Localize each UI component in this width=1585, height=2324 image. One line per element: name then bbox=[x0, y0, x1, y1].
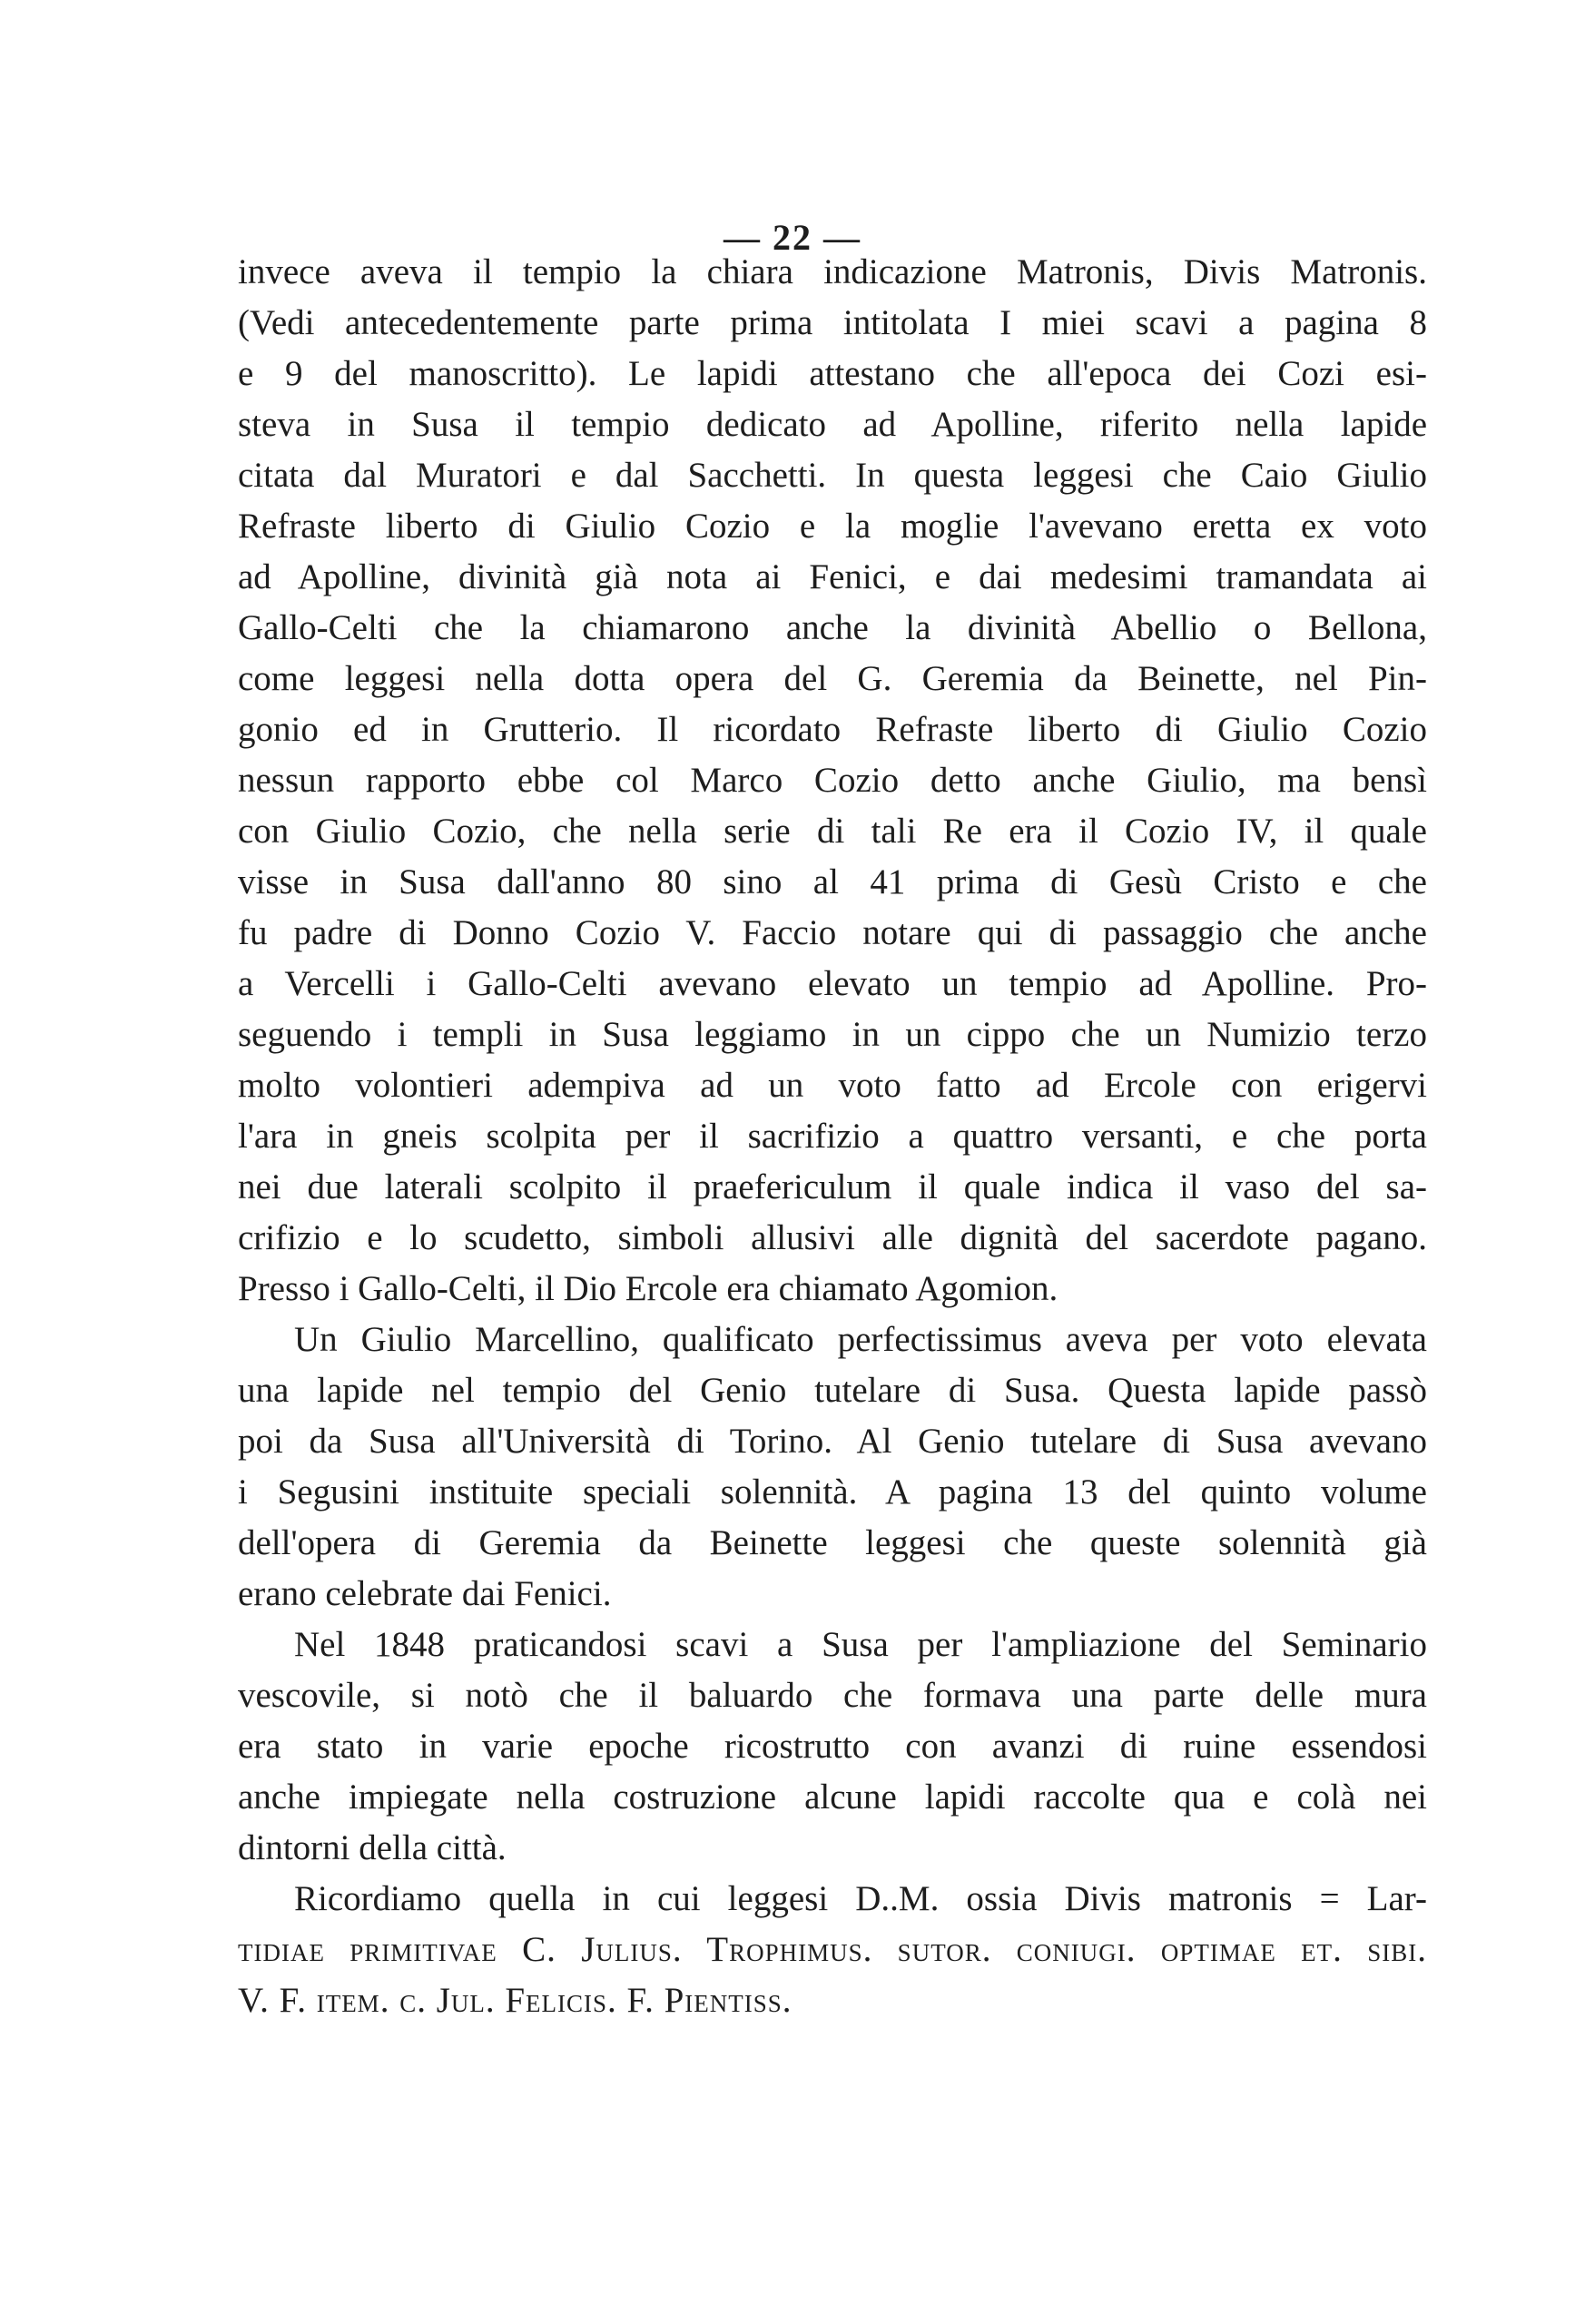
text-line: come leggesi nella dotta opera del G. Geremia da Beinette, nel Pin- bbox=[238, 659, 1427, 698]
text-line: con Giulio Cozio, che nella serie di tali Re era il Cozio IV, il quale bbox=[238, 812, 1427, 851]
text-line: Gallo-Celti che la chiamarono anche la divinità Abellio o Bellona, bbox=[238, 608, 1427, 647]
text-line: seguendo i templi in Susa leggiamo in un cippo che un Numizio terzo bbox=[238, 1015, 1427, 1054]
text-line: Refraste liberto di Giulio Cozio e la moglie l'avevano eretta ex voto bbox=[238, 507, 1427, 546]
text-line: fu padre di Donno Cozio V. Faccio notare qui di passaggio che anche bbox=[238, 913, 1427, 952]
text-line: era stato in varie epoche ricostrutto con avanzi di ruine essendosi bbox=[238, 1727, 1427, 1766]
text-line: Nel 1848 praticandosi scavi a Susa per l'ampliazione del Seminario bbox=[294, 1625, 1427, 1664]
text-line: invece aveva il tempio la chiara indicazione Matronis, Divis Matronis. bbox=[238, 252, 1427, 291]
text-line: i Segusini instituite speciali solennità. A pagina 13 del quinto volume bbox=[238, 1472, 1427, 1512]
text-line: a Vercelli i Gallo-Celti avevano elevato un tempio ad Apolline. Pro- bbox=[238, 964, 1427, 1003]
text-line: citata dal Muratori e dal Sacchetti. In questa leggesi che Caio Giulio bbox=[238, 456, 1427, 495]
text-line: erano celebrate dai Fenici. bbox=[238, 1574, 612, 1613]
text-line: nei due laterali scolpito il praefericulum il quale indica il vaso del sa- bbox=[238, 1167, 1427, 1206]
text-line: Un Giulio Marcellino, qualificato perfectissimus aveva per voto elevata bbox=[294, 1320, 1427, 1359]
text-line: nessun rapporto ebbe col Marco Cozio detto anche Giulio, ma bensì bbox=[238, 761, 1427, 800]
text-line: poi da Susa all'Università di Torino. Al Genio tutelare di Susa avevano bbox=[238, 1422, 1427, 1461]
text-line: crifizio e lo scudetto, simboli allusivi alle dignità del sacerdote pagano. bbox=[238, 1218, 1427, 1257]
text-line: e 9 del manoscritto). Le lapidi attestano che all'epoca dei Cozi esi- bbox=[238, 354, 1427, 393]
text-line: dintorni della città. bbox=[238, 1828, 507, 1867]
text-line: tidiae primitivae C. Julius. Trophimus. sutor. coniugi. optimae et. sibi. bbox=[238, 1930, 1427, 1969]
body-text bbox=[238, 247, 1427, 2026]
text-line: steva in Susa il tempio dedicato ad Apolline, riferito nella lapide bbox=[238, 405, 1427, 444]
text-line: V. F. item. c. Jul. Felicis. F. Pientiss. bbox=[238, 1981, 792, 2020]
text-line: vescovile, si notò che il baluardo che formava una parte delle mura bbox=[238, 1676, 1427, 1715]
text-line: dell'opera di Geremia da Beinette leggesi che queste solennità già bbox=[238, 1523, 1427, 1562]
text-line: (Vedi antecedentemente parte prima intitolata I miei scavi a pagina 8 bbox=[238, 303, 1427, 342]
page-number: — 22 — bbox=[724, 217, 861, 258]
text-line: l'ara in gneis scolpita per il sacrifizio a quattro versanti, e che porta bbox=[238, 1117, 1427, 1156]
text-line: ad Apolline, divinità già nota ai Fenici, e dai medesimi tramandata ai bbox=[238, 557, 1427, 596]
text-line: Presso i Gallo-Celti, il Dio Ercole era chiamato Agomion. bbox=[238, 1269, 1058, 1308]
text-line: visse in Susa dall'anno 80 sino al 41 prima di Gesù Cristo e che bbox=[238, 862, 1427, 901]
text-line: una lapide nel tempio del Genio tutelare di Susa. Questa lapide passò bbox=[238, 1371, 1427, 1410]
text-line: Ricordiamo quella in cui leggesi D..M. ossia Divis matronis = Lar- bbox=[294, 1879, 1427, 1918]
text-line: molto volontieri adempiva ad un voto fatto ad Ercole con erigervi bbox=[238, 1066, 1427, 1105]
text-line: anche impiegate nella costruzione alcune lapidi raccolte qua e colà nei bbox=[238, 1777, 1427, 1817]
text-line: gonio ed in Grutterio. Il ricordato Refraste liberto di Giulio Cozio bbox=[238, 710, 1427, 749]
